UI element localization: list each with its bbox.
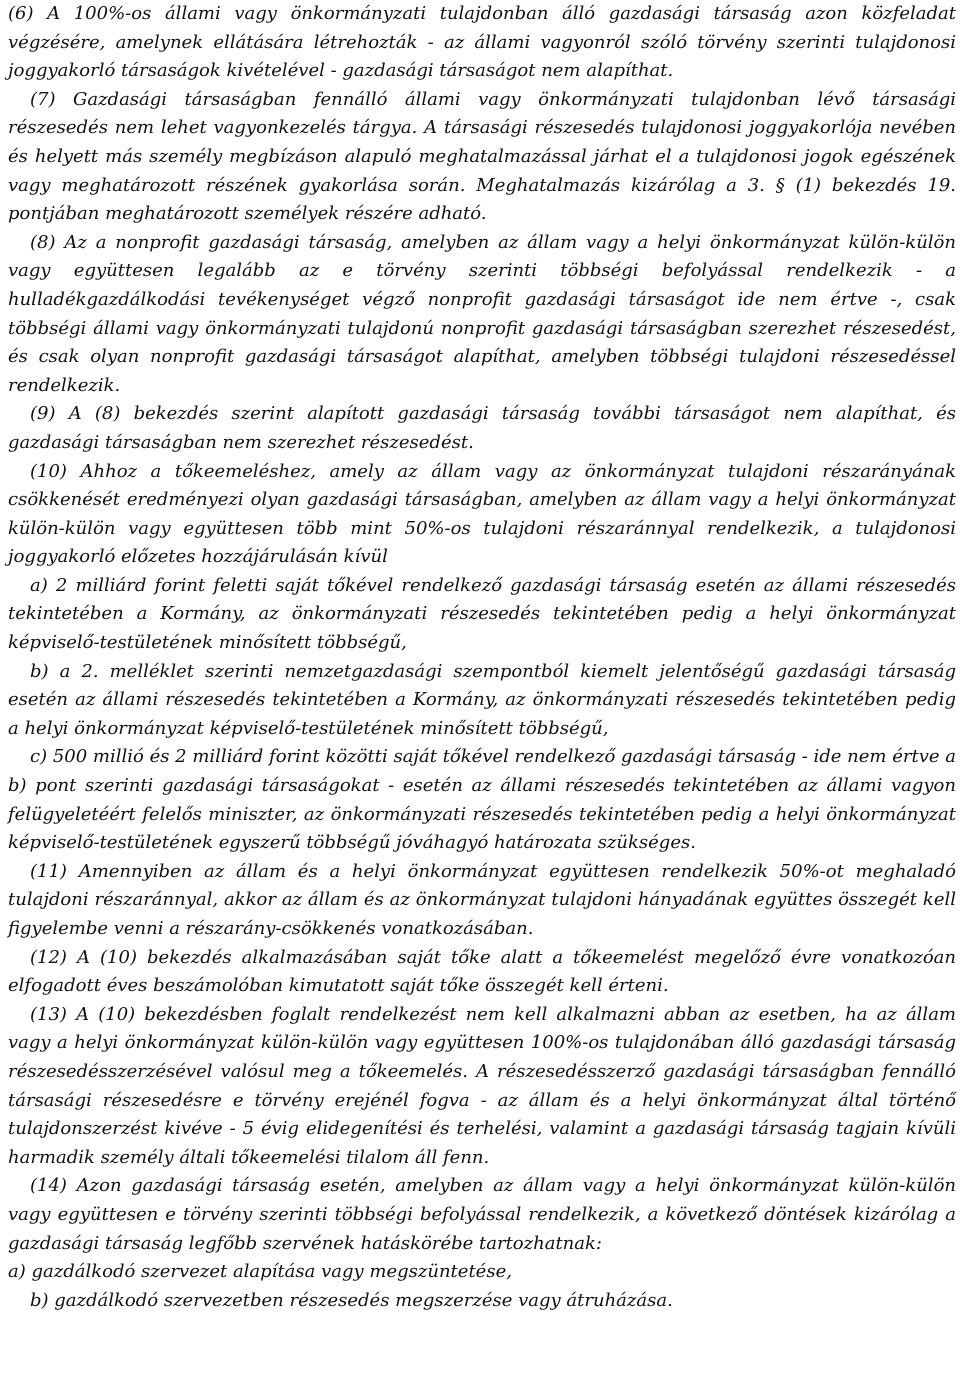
paragraph-10-a: a) 2 milliárd forint feletti saját tőkével rendelkező gazdasági társaság esetén az állami részesedés tekintetében a Kormány, az önkormányzati részesedés tekintetében pedig a helyi önkormányzat képviselő-testületének minősített többségű, bbox=[8, 574, 956, 654]
paragraph-14-b: b) gazdálkodó szervezetben részesedés megszerzése vagy átruházása. bbox=[30, 1289, 673, 1311]
paragraph-9: (9) A (8) bekezdés szerint alapított gazdasági társaság további társaságot nem alapíthat, és gazdasági társaságban nem szerezhet részesedést. bbox=[8, 403, 956, 453]
paragraph-14: (14) Azon gazdasági társaság esetén, amelyben az állam vagy a helyi önkormányzat külön-külön vagy együttesen e törvény szerinti többségi befolyással rendelkezik, a következő döntések kizárólag a gazdasági társaság legfőbb szervének hatáskörébe tartozhatnak: bbox=[8, 1175, 956, 1254]
paragraph-10-c: c) 500 millió és 2 milliárd forint közötti saját tőkével rendelkező gazdasági társaság - ide nem értve a b) pont szerinti gazdasági társaságokat - esetén az állami részesedés tekintetében az állami vagyon felügyeletéért felelős miniszter, az önkormányzati részesedés tekintetében pedig a helyi önkormányzat képviselő-testületének egyszerű többségű jóváhagyó határozata szükséges. bbox=[8, 746, 956, 854]
paragraph-14-a: a) gazdálkodó szervezet alapítása vagy megszüntetése, bbox=[8, 1261, 512, 1283]
paragraph-11: (11) Amennyiben az állam és a helyi önkormányzat együttesen rendelkezik 50%-ot meghaladó tulajdoni részaránnyal, akkor az állam és az önkormányzat tulajdoni hányadának együttes összegét kell figyelembe venni a részarány-csökkenés vonatkozásában. bbox=[8, 860, 956, 939]
paragraph-10: (10) Ahhoz a tőkeemeléshez, amely az állam vagy az önkormányzat tulajdoni részarányának csökkenését eredményezi olyan gazdasági társaságban, amelyben az állam vagy a helyi önkormányzat külön-külön vagy együttesen több mint 50%-os tulajdoni részaránnyal rendelkezik, a tulajdonosi joggyakorló előzetes hozzájárulásán kívül bbox=[8, 460, 956, 568]
paragraph-8: (8) Az a nonprofit gazdasági társaság, amelyben az állam vagy a helyi önkormányzat külön-külön vagy együttesen legalább az e törvény szerinti többségi befolyással rendelkezik - a hulladékgazdálkodási tevékenységet végző nonprofit gazdasági társaságot ide nem értve -, csak többségi állami vagy önkormányzati tulajdonú nonprofit gazdasági társaságban szerezhet részesedést, és csak olyan nonprofit gazdasági társaságot alapíthat, amelyben többségi tulajdoni részesedéssel rendelkezik. bbox=[8, 231, 956, 396]
document-page bbox=[8, 0, 956, 1315]
paragraph-10-b: b) a 2. melléklet szerinti nemzetgazdasági szempontból kiemelt jelentőségű gazdasági társaság esetén az állami részesedés tekintetében a Kormány, az önkormányzati részesedés tekintetében pedig a helyi önkormányzat képviselő-testületének minősített többségű, bbox=[8, 660, 956, 739]
paragraph-7: (7) Gazdasági társaságban fennálló állami vagy önkormányzati tulajdonban lévő társasági részesedés nem lehet vagyonkezelés tárgya. A társasági részesedés tulajdonosi joggyakorlója nevében és helyett más személy megbízáson alapuló meghatalmazással járhat el a tulajdonosi jogok egészének vagy meghatározott részének gyakorlása során. Meghatalmazás kizárólag a 3. § (1) bekezdés 19. pontjában meghatározott személyek részére adható. bbox=[8, 88, 956, 225]
paragraph-13: (13) A (10) bekezdésben foglalt rendelkezést nem kell alkalmazni abban az esetben, ha az állam vagy a helyi önkormányzat külön-külön vagy együttesen 100%-os tulajdonában álló gazdasági társaság részesedésszerzésével valósul meg a tőkeemelés. A részesedésszerző gazdasági társaságban fennálló társasági részesedésre e törvény erejénél fogva - az állam és a helyi önkormányzat által történő tulajdonszerzést kivéve - 5 évig elidegenítési és terhelési, valamint a gazdasági társaság tagjain kívüli harmadik személy általi tőkeemelési tilalom áll fenn. bbox=[8, 1003, 956, 1168]
paragraph-12: (12) A (10) bekezdés alkalmazásában saját tőke alatt a tőkeemelést megelőző évre vonatkozóan elfogadott éves beszámolóban kimutatott saját tőke összegét kell érteni. bbox=[8, 946, 956, 997]
paragraph-6: (6) A 100%-os állami vagy önkormányzati tulajdonban álló gazdasági társaság azon közfeladat végzésére, amelynek ellátására létrehozták - az állami vagyonról szóló törvény szerinti tulajdonosi joggyakorló társaságok kivételével - gazdasági társaságot nem alapíthat. bbox=[8, 3, 956, 82]
